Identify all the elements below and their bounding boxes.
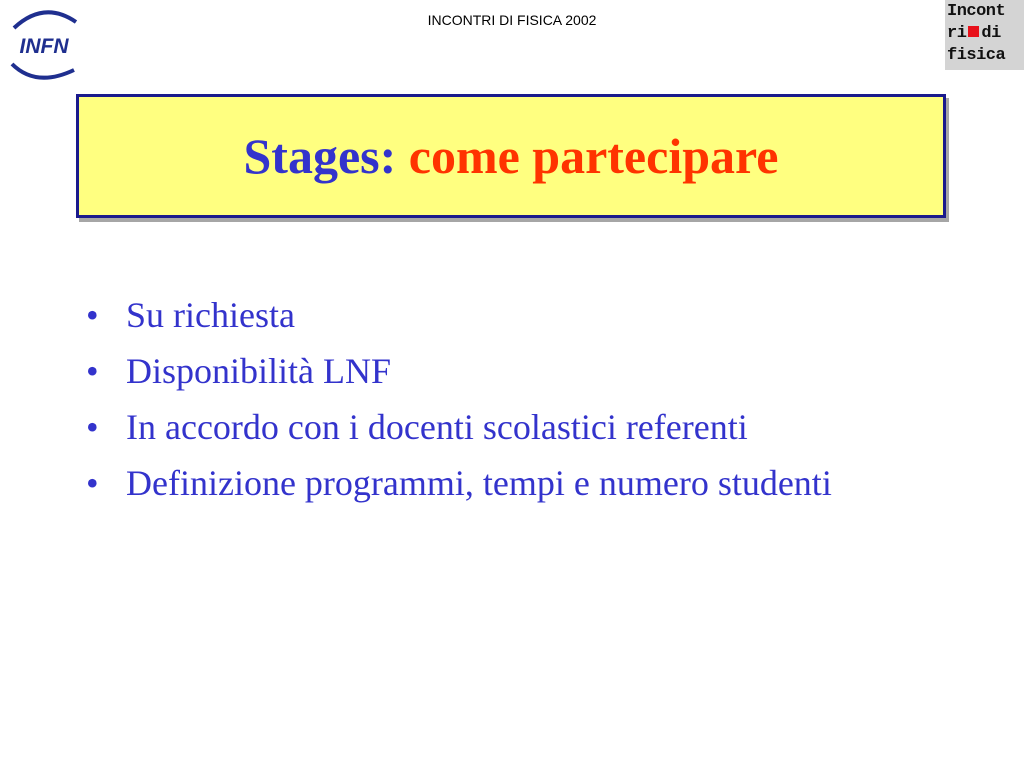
bullet-icon: • (86, 463, 99, 503)
bullet-text: In accordo con i docenti scolastici referenti (126, 407, 748, 447)
slide-title-box (76, 94, 946, 218)
incontri-logo-line2b: di (981, 24, 1001, 43)
slide-title-part1: Stages: (243, 128, 397, 184)
incontri-logo-line3: fisica (947, 46, 1006, 65)
bullet-text: Definizione programmi, tempi e numero studenti (126, 463, 832, 503)
bullet-icon: • (86, 295, 99, 335)
incontri-logo-line2a: ri (947, 24, 967, 43)
slide-title-part2: come partecipare (408, 128, 779, 184)
red-square-icon (968, 26, 979, 37)
list-item (84, 294, 964, 336)
list-item (84, 350, 964, 392)
bullet-text: Disponibilità LNF (126, 351, 392, 391)
bullet-icon: • (86, 351, 99, 391)
bullet-text: Su richiesta (126, 295, 295, 335)
list-item (84, 406, 964, 448)
list-item (84, 462, 964, 504)
incontri-logo (945, 0, 1024, 70)
incontri-logo-line1: Incont (947, 2, 1006, 21)
conference-header: INCONTRI DI FISICA 2002 (427, 12, 597, 28)
infn-logo-text: INFN (19, 35, 69, 58)
bullet-icon: • (86, 407, 99, 447)
bullet-list (84, 294, 964, 518)
